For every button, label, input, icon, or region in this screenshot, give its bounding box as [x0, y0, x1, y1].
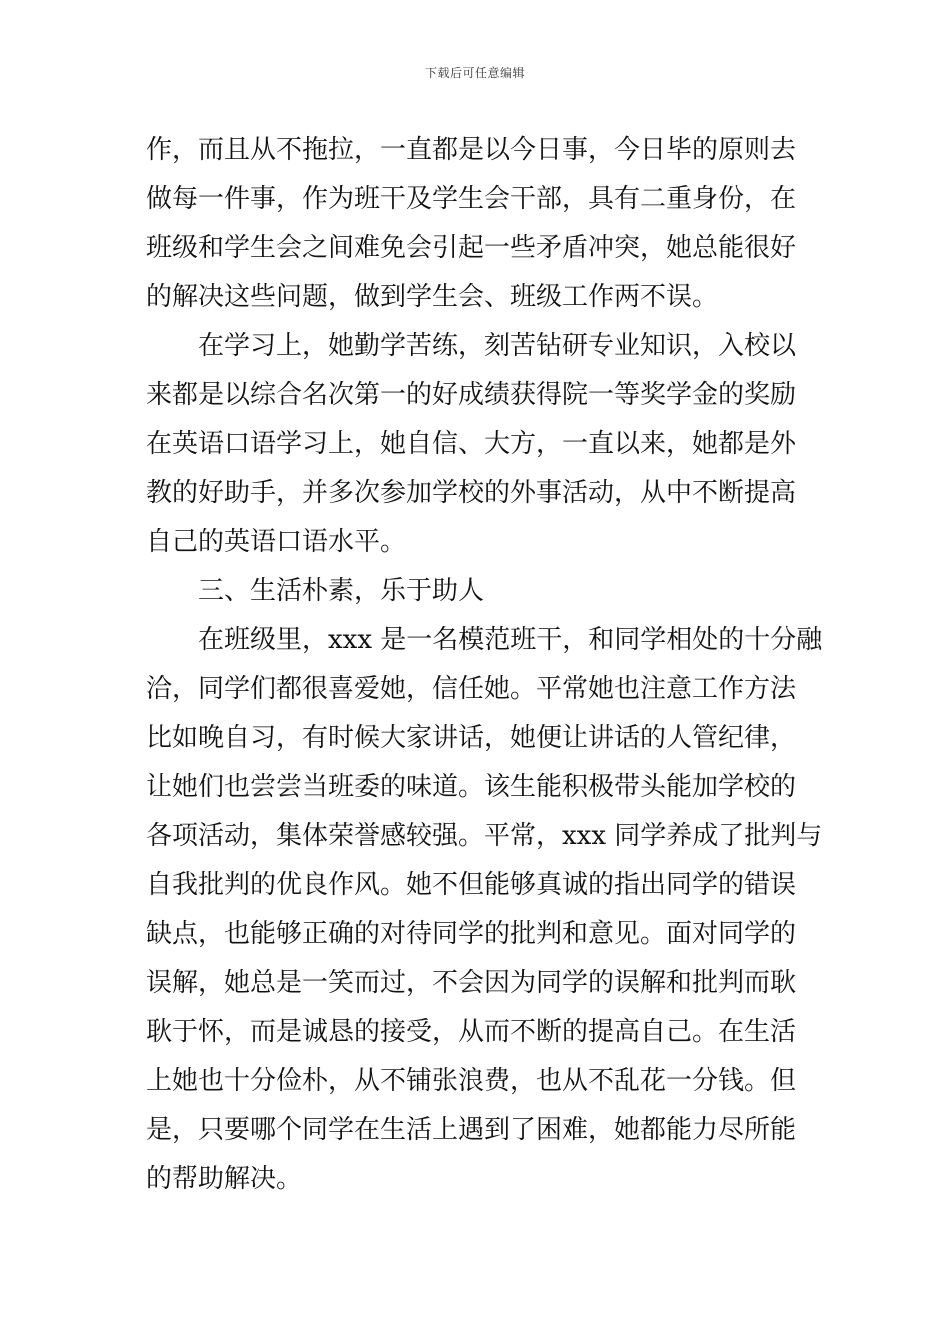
text-line: 自我批判的优良作风。她不但能够真诚的指出同学的错误: [146, 870, 797, 900]
text-line: 的解决这些问题，做到学生会、班级工作两不误。: [146, 282, 719, 312]
text-line: 班级和学生会之间难免会引起一些矛盾冲突，她总能很好: [146, 233, 797, 263]
text-line: 做每一件事，作为班干及学生会干部，具有二重身份，在: [146, 184, 797, 214]
text-line: 是，只要哪个同学在生活上遇到了困难，她都能力尽所能: [146, 1115, 797, 1145]
text-line: 来都是以综合名次第一的好成绩获得院一等奖学金的奖励: [146, 380, 797, 410]
text-line: 在英语口语学习上，她自信、大方，一直以来，她都是外: [146, 429, 797, 459]
text-line: 缺点，也能够正确的对待同学的批判和意见。面对同学的: [146, 919, 797, 949]
section-heading: 三、生活朴素，乐于助人: [198, 576, 485, 606]
text-line: 各项活动，集体荣誉感较强。平常，xxx 同学养成了批判与: [146, 821, 823, 851]
text-line: 耿于怀，而是诚恳的接受，从而不断的提高自己。在生活: [146, 1017, 797, 1047]
text-line: 洽，同学们都很喜爱她，信任她。平常她也注意工作方法: [146, 674, 797, 704]
text-line: 在班级里，xxx 是一名模范班干，和同学相处的十分融: [198, 625, 823, 655]
text-line: 让她们也尝尝当班委的味道。该生能积极带头能加学校的: [146, 772, 797, 802]
text-line: 在学习上，她勤学苦练，刻苦钻研专业知识，入校以: [198, 331, 797, 361]
text-line: 的帮助解决。: [146, 1164, 303, 1194]
document-body: [146, 126, 823, 1204]
text-line: 作，而且从不拖拉，一直都是以今日事，今日毕的原则去: [146, 135, 797, 165]
text-line: 上她也十分俭朴，从不铺张浪费，也从不乱花一分钱。但: [146, 1066, 797, 1096]
page-header: 下载后可任意编辑: [424, 66, 525, 80]
text-line: 比如晚自习，有时候大家讲话，她便让讲话的人管纪律，: [146, 723, 797, 753]
text-line: 自己的英语口语水平。: [146, 527, 407, 557]
text-line: 误解，她总是一笑而过，不会因为同学的误解和批判而耿: [146, 968, 797, 998]
text-line: 教的好助手，并多次参加学校的外事活动，从中不断提高: [146, 478, 797, 508]
